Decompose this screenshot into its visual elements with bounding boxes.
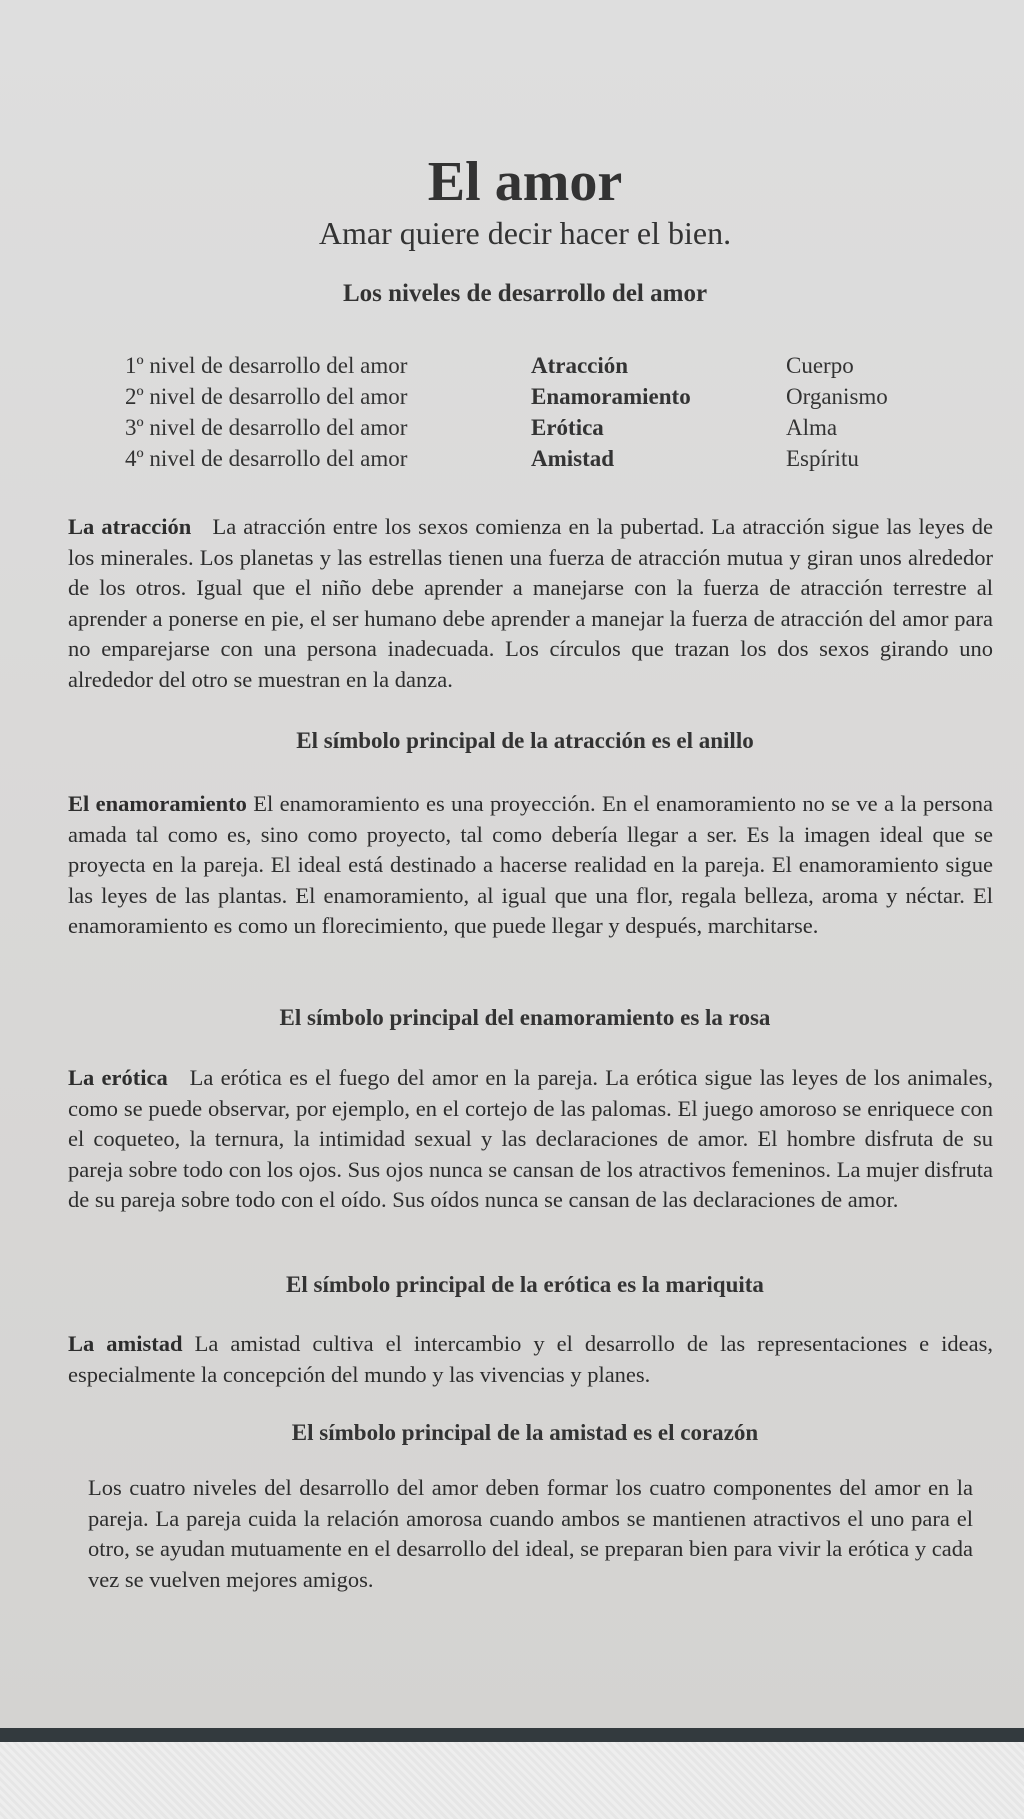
section-amistad bbox=[68, 1329, 993, 1390]
section-term: La atracción bbox=[68, 514, 192, 539]
section-enamoramiento bbox=[68, 789, 993, 942]
level-domain: Cuerpo bbox=[786, 352, 854, 378]
page-title: El amor bbox=[427, 151, 623, 213]
section-term: La amistad bbox=[68, 1331, 183, 1356]
closing-paragraph: Los cuatro niveles del desarrollo del amor deben formar los cuatro componentes del amor en la pareja. La pareja cuida la relación amorosa cuando ambos se mantienen atractivos el uno para el otro, se ayudan mutuamente en el desarrollo del ideal, se preparan bien para vivir la erótica y cada vez se vuelven mejores amigos. bbox=[88, 1475, 973, 1592]
symbol-atraccion: El símbolo principal de la atracción es el anillo bbox=[296, 728, 754, 753]
level-domain: Alma bbox=[786, 414, 838, 440]
level-domain: Organismo bbox=[786, 383, 888, 409]
levels-heading: Los niveles de desarrollo del amor bbox=[342, 280, 708, 307]
symbol-enamoramiento: El símbolo principal del enamoramiento es la rosa bbox=[279, 1005, 771, 1030]
level-name: Atracción bbox=[531, 352, 629, 378]
levels-row bbox=[125, 381, 925, 412]
level-number: 4º nivel de desarrollo del amor bbox=[125, 445, 408, 471]
level-name: Enamoramiento bbox=[531, 383, 691, 409]
symbol-erotica: El símbolo principal de la erótica es la mariquita bbox=[286, 1272, 764, 1297]
level-number: 2º nivel de desarrollo del amor bbox=[125, 383, 408, 409]
level-number: 1º nivel de desarrollo del amor bbox=[125, 352, 408, 378]
poster-bottom-border bbox=[0, 1728, 1024, 1742]
section-term: El enamoramiento bbox=[68, 791, 247, 816]
section-text: La atracción entre los sexos comienza en la pubertad. La atracción sigue las leyes de los minerales. Los planetas y las estrellas tienen una fuerza de atracción mutua y giran unos alrededor de los otros. Igual que el niño debe aprender a manejarse con la fuerza de atracción terrestre al aprender a ponerse en pie, el ser humano debe aprender a manejar la fuerza de atracción del amor para no emparejarse con una persona inadecuada. Los círculos que trazan los dos sexos girando uno alrededor del otro se muestran en la danza. bbox=[68, 514, 993, 692]
levels-row bbox=[125, 443, 925, 474]
page-subtitle: Amar quiere decir hacer el bien. bbox=[318, 215, 732, 251]
levels-row bbox=[125, 412, 925, 443]
level-name: Erótica bbox=[531, 414, 604, 440]
levels-row bbox=[125, 350, 925, 381]
level-number: 3º nivel de desarrollo del amor bbox=[125, 414, 408, 440]
wall-background bbox=[0, 1742, 1024, 1819]
section-text: La erótica es el fuego del amor en la pareja. La erótica sigue las leyes de los animales, como se puede observar, por ejemplo, en el cortejo de las palomas. El juego amoroso se enriquece con el coqueteo, la ternura, la intimidad sexual y las declaraciones de amor. El hombre disfruta de su pareja sobre todo con los ojos. Sus ojos nunca se cansan de los atractivos femeninos. La mujer disfruta de su pareja sobre todo con el oído. Sus oídos nunca se cansan de las declaraciones de amor. bbox=[68, 1065, 993, 1212]
section-erotica bbox=[68, 1063, 993, 1216]
levels-table bbox=[125, 350, 925, 474]
level-name: Amistad bbox=[531, 445, 615, 471]
section-atraccion bbox=[68, 512, 993, 695]
section-term: La erótica bbox=[68, 1065, 168, 1090]
section-text: La amistad cultiva el intercambio y el desarrollo de las representaciones e ideas, especialmente la concepción del mundo y las vivencias y planes. bbox=[68, 1331, 993, 1387]
level-domain: Espíritu bbox=[786, 445, 859, 471]
symbol-amistad: El símbolo principal de la amistad es el corazón bbox=[291, 1420, 759, 1445]
section-text: El enamoramiento es una proyección. En el enamoramiento no se ve a la persona amada tal como es, sino como proyecto, tal como debería llegar a ser. Es la imagen ideal que se proyecta en la pareja. El ideal está destinado a hacerse realidad en la pareja. El enamoramiento sigue las leyes de las plantas. El enamoramiento, al igual que una flor, regala belleza, aroma y néctar. El enamoramiento es como un florecimiento, que puede llegar y después, marchitarse. bbox=[68, 791, 993, 938]
